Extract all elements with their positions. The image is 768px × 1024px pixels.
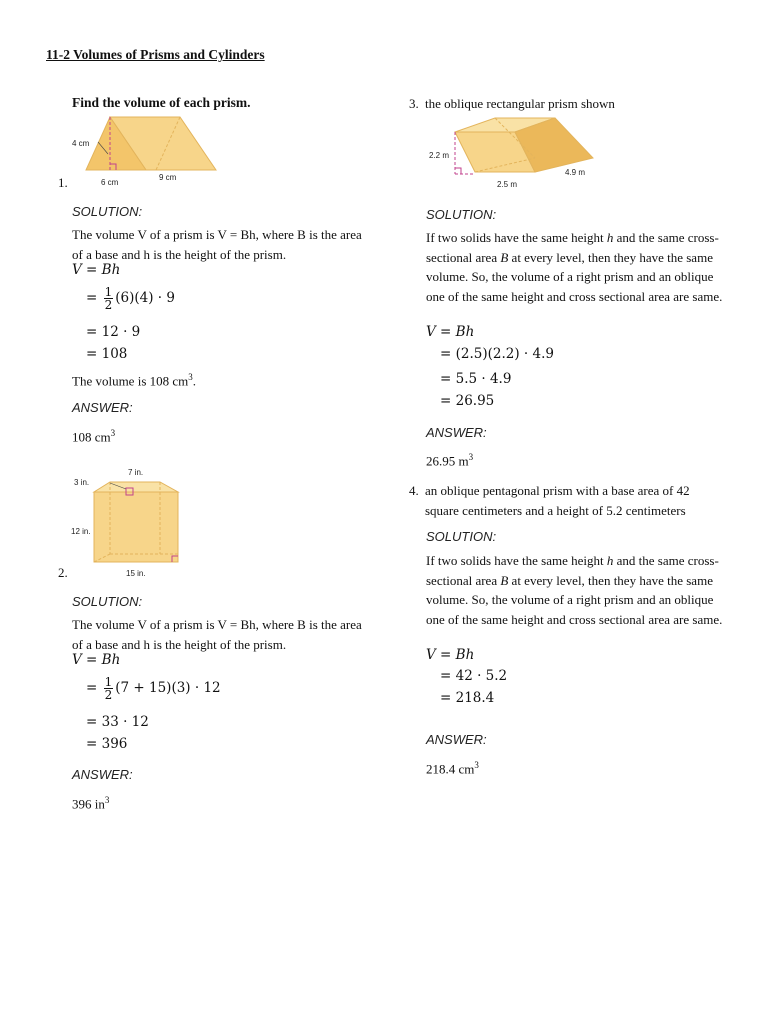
p4-step-2: = 42 · 5.2 <box>440 668 508 684</box>
problem-3-number: 3. <box>409 96 419 111</box>
p1-step-1: V = Bh <box>72 262 121 278</box>
p2-step-2: = $\frac{1}{2}$ (7 + 15)(3) · 12 <box>86 675 221 702</box>
p3-step-2: = (2.5)(2.2) · 4.9 <box>440 346 554 362</box>
problem-4-number: 4. <box>409 483 419 498</box>
p3-label-width: 2.5 m <box>497 180 518 189</box>
p4-step-3: = 218.4 <box>440 690 495 706</box>
p1-label-length: 9 cm <box>159 173 177 182</box>
p1-step-4: = 108 <box>86 346 128 362</box>
p2-answer: 396 $in^3$ <box>72 795 110 812</box>
instruction-heading: Find the volume of each prism. <box>72 95 251 110</box>
p2-solution-label: SOLUTION: <box>72 594 143 609</box>
p2-step-1: V = Bh <box>72 652 121 668</box>
p2-step-4: = 396 <box>86 736 128 752</box>
p2-label-top: 7 in. <box>128 468 144 477</box>
problem-2-number: 2. <box>58 565 68 580</box>
p1-label-base: 6 cm <box>101 178 119 187</box>
problem-3-figure <box>425 112 605 192</box>
p2-label-length: 12 in. <box>71 527 91 536</box>
problem-1-number: 1. <box>58 175 68 190</box>
p4-solution-label: SOLUTION: <box>426 529 497 544</box>
p3-step-4: = 26.95 <box>440 393 495 409</box>
p4-answer: 218.4 $cm^3$ <box>426 760 479 777</box>
p1-answer-label: ANSWER: <box>72 400 133 415</box>
p3-step-3: = 5.5 · 4.9 <box>440 371 512 387</box>
p3-solution-label: SOLUTION: <box>426 207 497 222</box>
p3-step-1: V = Bh <box>426 324 475 340</box>
p1-step-2: = $\frac{1}{2}$ (6)(4) · 9 <box>86 285 175 312</box>
p1-step-3: = 12 · 9 <box>86 324 141 340</box>
p2-label-height: 3 in. <box>74 478 90 487</box>
p3-solution-text: If two solids have the same height h and the same cross-sectional area B at every level, then they have the same volume. So, the volume of a right prism and an oblique one of the same height and cross sectional area are same. <box>426 230 723 304</box>
p1-solution-text: The volume V of a prism is V = Bh, where B is the area of a base and h is the height of the prism. <box>72 227 362 262</box>
problem-4-prompt: an oblique pentagonal prism with a base area of 42 square centimeters and a height of 5.2 centimeters <box>425 483 690 518</box>
p1-answer: 108 $cm^3$ <box>72 428 116 445</box>
p2-solution-text: The volume V of a prism is V = Bh, where B is the area of a base and h is the height of the prism. <box>72 617 362 652</box>
p3-answer: 26.95 $m^3$ <box>426 452 474 469</box>
p1-conclusion: The volume is 108 $cm^3$. <box>72 372 197 389</box>
p3-label-length: 4.9 m <box>565 168 586 177</box>
p3-label-height: 2.2 m <box>429 151 450 160</box>
p4-answer-label: ANSWER: <box>426 732 487 747</box>
p4-step-1: V = Bh <box>426 647 475 663</box>
problem-1-figure <box>68 112 228 190</box>
p4-solution-text: If two solids have the same height h and the same cross-sectional area B at every level, then they have the same volume. So, the volume of a right prism and an oblique one of the same height and cross sectional area are same. <box>426 553 723 627</box>
p1-label-height: 4 cm <box>72 139 90 148</box>
problem-2-figure <box>68 462 198 582</box>
p1-solution-label: SOLUTION: <box>72 204 143 219</box>
p3-answer-label: ANSWER: <box>426 425 487 440</box>
p2-label-bottom: 15 in. <box>126 569 146 578</box>
problem-3-prompt: the oblique rectangular prism shown <box>425 96 615 111</box>
p2-answer-label: ANSWER: <box>72 767 133 782</box>
p2-step-3: = 33 · 12 <box>86 714 149 730</box>
page-title: 11-2 Volumes of Prisms and Cylinders <box>46 47 265 62</box>
